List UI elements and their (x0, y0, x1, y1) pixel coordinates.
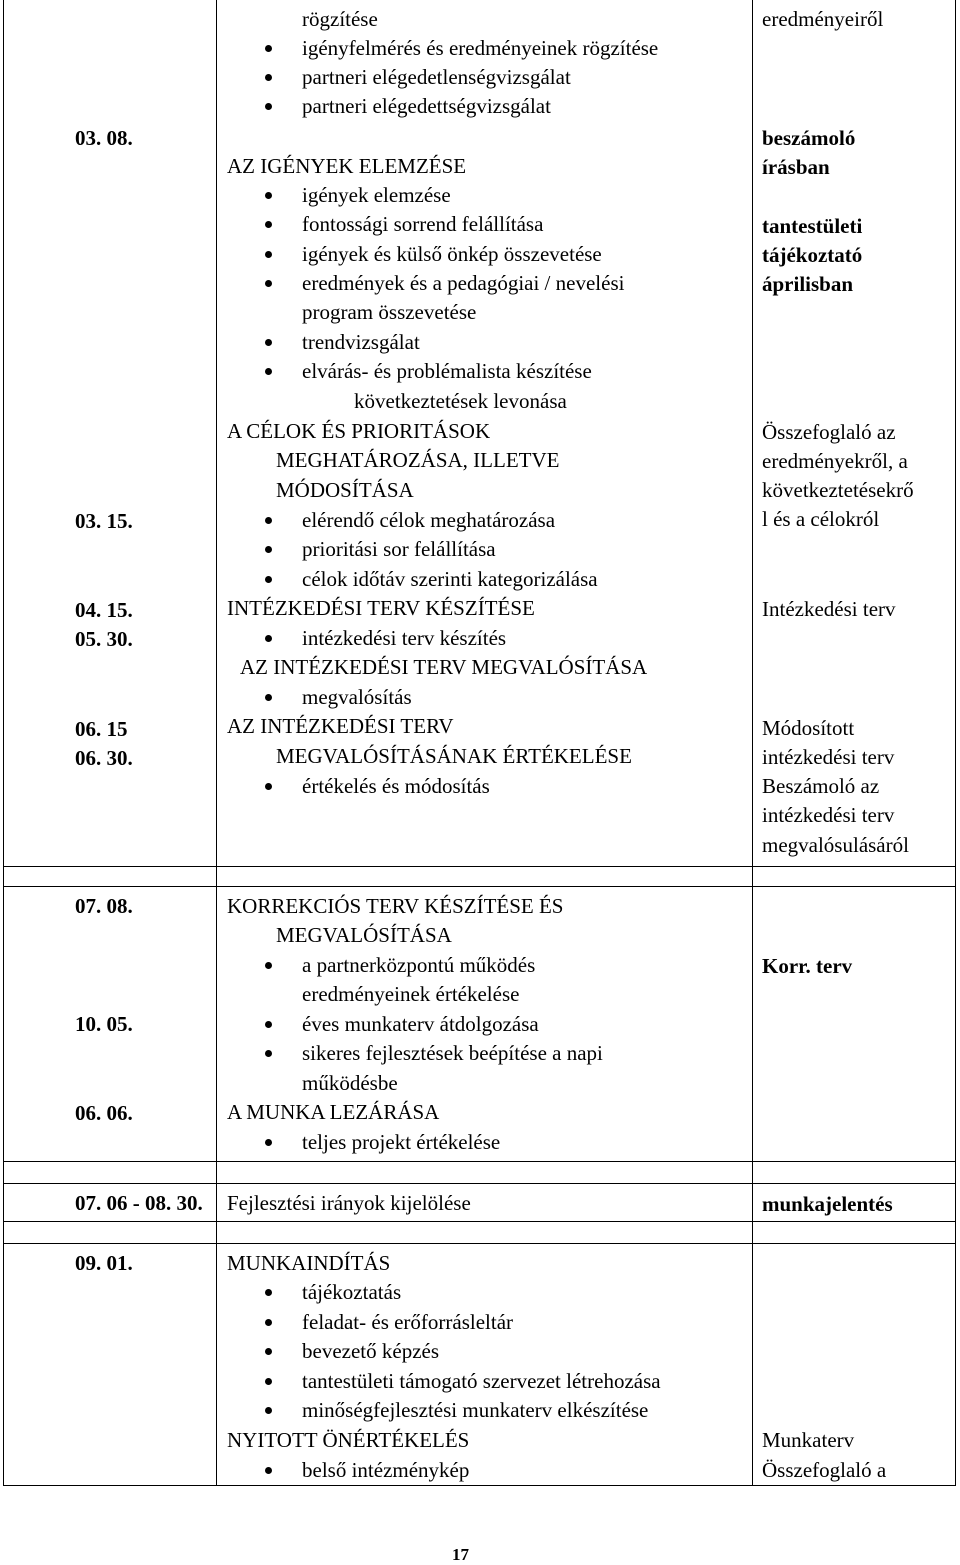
bullet-item: eredmények és a pedagógiai / nevelési (302, 269, 624, 298)
section-line: MEGVALÓSÍTÁSA (276, 923, 452, 947)
section-line: MEGHATÁROZÁSA, ILLETVE (276, 448, 560, 472)
row-divider (3, 1161, 956, 1162)
note-cell: munkajelentés (762, 1192, 893, 1216)
date-cell: 04. 15. (75, 598, 133, 622)
row-divider (3, 1243, 956, 1244)
bullet-item: partneri elégedetlenségvizsgálat (302, 63, 571, 92)
section-line: Fejlesztési irányok kijelölése (227, 1191, 471, 1215)
date-cell: 05. 30. (75, 627, 133, 651)
row-divider (3, 886, 956, 887)
bullet-item: intézkedési terv készítés (302, 624, 506, 653)
row-divider (3, 1221, 956, 1222)
bullet-item: belső intézménykép (302, 1456, 469, 1485)
section-line: AZ INTÉZKEDÉSI TERV MEGVALÓSÍTÁSA (240, 655, 648, 679)
bullet-item: partneri elégedettségvizsgálat (302, 92, 551, 121)
section-line: MÓDOSÍTÁSA (276, 478, 414, 502)
date-cell: 07. 06 - 08. 30. (75, 1191, 203, 1215)
bullet-item: célok időtáv szerinti kategorizálása (302, 565, 598, 594)
bullet-item: tájékoztatás (302, 1278, 401, 1307)
note-cell: eredményekről, a (762, 449, 908, 473)
section-line: MEGVALÓSÍTÁSÁNAK ÉRTÉKELÉSE (276, 744, 632, 768)
note-cell: írásban (762, 155, 830, 179)
date-cell: 10. 05. (75, 1012, 133, 1036)
bullet-item: minőségfejlesztési munkaterv elkészítése (302, 1396, 648, 1425)
section-line: AZ IGÉNYEK ELEMZÉSE (227, 154, 467, 178)
bullet-item: trendvizsgálat (302, 328, 420, 357)
bullet-item: elvárás- és problémalista készítése (302, 357, 592, 386)
note-cell: Összefoglaló a (762, 1458, 887, 1482)
note-cell: Összefoglaló az (762, 420, 896, 444)
note-cell: eredményeiről (762, 7, 884, 31)
section-line: INTÉZKEDÉSI TERV KÉSZÍTÉSE (227, 596, 535, 620)
bullet-item: igények elemzése (302, 181, 451, 210)
bullet-item: teljes projekt értékelése (302, 1128, 500, 1157)
date-cell: 06. 06. (75, 1101, 133, 1125)
bullet-item: tantestületi támogató szervezet létrehozása (302, 1367, 661, 1396)
date-cell: 09. 01. (75, 1251, 133, 1275)
note-cell: Beszámoló az (762, 774, 880, 798)
note-cell: Módosított (762, 716, 855, 740)
section-line: program összevetése (302, 300, 477, 324)
note-cell: tájékoztató (762, 243, 863, 267)
bullet-item: elérendő célok meghatározása (302, 506, 555, 535)
bullet-item: sikeres fejlesztések beépítése a napi (302, 1039, 603, 1068)
table-border-right (955, 0, 956, 1486)
date-cell: 03. 15. (75, 509, 133, 533)
note-cell: megvalósulásáról (762, 833, 909, 857)
note-cell: intézkedési terv (762, 803, 895, 827)
date-cell: 07. 08. (75, 894, 133, 918)
date-cell: 03. 08. (75, 126, 133, 150)
table-border-bottom (3, 1485, 956, 1486)
page-number: 17 (452, 1545, 469, 1564)
bullet-item: bevezető képzés (302, 1337, 439, 1366)
date-cell: 06. 30. (75, 746, 133, 770)
section-line: A CÉLOK ÉS PRIORITÁSOK (227, 419, 491, 443)
bullet-item: értékelés és módosítás (302, 772, 490, 801)
bullet-item: fontossági sorrend felállítása (302, 210, 543, 239)
note-cell: áprilisban (762, 272, 854, 296)
bullet-item: megvalósítás (302, 683, 412, 712)
section-line: KORREKCIÓS TERV KÉSZÍTÉSE ÉS (227, 894, 564, 918)
section-line: működésbe (302, 1071, 398, 1095)
section-line: AZ INTÉZKEDÉSI TERV (227, 714, 454, 738)
bullet-item: éves munkaterv átdolgozása (302, 1010, 539, 1039)
row-divider (3, 1183, 956, 1184)
note-cell: következtetésekrő (762, 478, 914, 502)
table-border-left (3, 0, 4, 1486)
bullet-item: igényfelmérés és eredményeinek rögzítése (302, 34, 658, 63)
note-cell: intézkedési terv (762, 745, 895, 769)
bullet-item: a partnerközpontú működés (302, 951, 535, 980)
note-cell: tantestületi (762, 214, 863, 238)
bullet-item: feladat- és erőforrásleltár (302, 1308, 513, 1337)
note-cell: beszámoló (762, 126, 856, 150)
date-cell: 06. 15 (75, 717, 128, 741)
section-line: A MUNKA LEZÁRÁSA (227, 1100, 440, 1124)
bullet-item: prioritási sor felállítása (302, 535, 496, 564)
section-line: következtetések levonása (354, 389, 567, 413)
section-line: MUNKAINDÍTÁS (227, 1251, 391, 1275)
row-divider (3, 866, 956, 867)
section-line: eredményeinek értékelése (302, 982, 520, 1006)
column-divider-notes (752, 0, 753, 1486)
note-cell: l és a célokról (762, 507, 880, 531)
note-cell: Munkaterv (762, 1428, 855, 1452)
note-cell: Intézkedési terv (762, 597, 896, 621)
section-line: NYITOTT ÖNÉRTÉKELÉS (227, 1428, 470, 1452)
bullet-item: igények és külső önkép összevetése (302, 240, 602, 269)
column-divider-date (216, 0, 217, 1486)
note-cell: Korr. terv (762, 954, 853, 978)
section-line: rögzítése (302, 7, 378, 31)
